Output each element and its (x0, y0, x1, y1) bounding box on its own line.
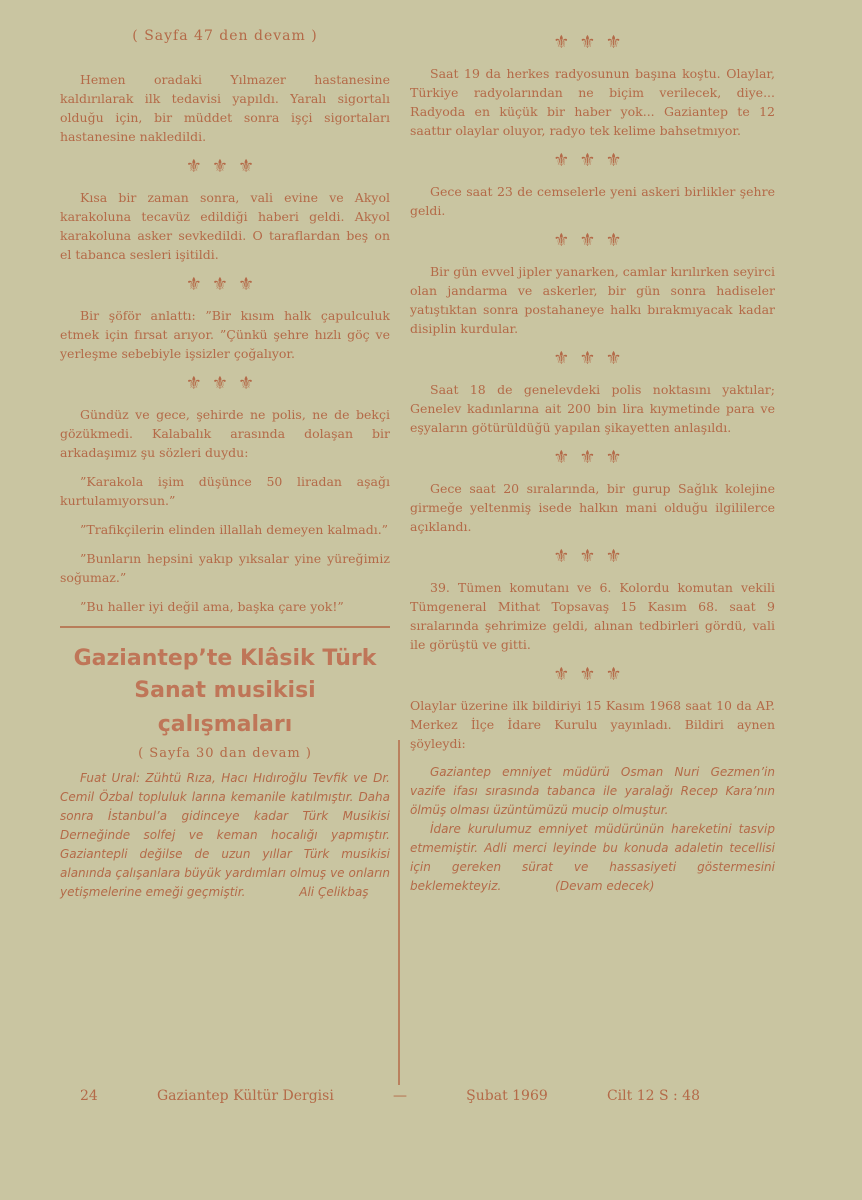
page-number: 24 (80, 1088, 98, 1104)
paragraph: Kısa bir zaman sonra, vali evine ve Akyol karakoluna tecavüz edildiği haberi geldi. Akyol karakoluna asker sevkedildi. O taraflardan beş on el tabanca sesleri işitildi. (60, 190, 390, 262)
bulletin-text (410, 820, 775, 896)
to-be-continued-note: (Devam edecek) (555, 879, 655, 893)
left-column (60, 28, 390, 902)
paragraph: Hemen oradaki Yılmazer hastanesine kaldırılarak ilk tedavisi yapıldı. Yaralı sigortalı olduğu için, bir müddet sonra işçi sigortaları hastanesine nakledildi. (60, 72, 390, 144)
footer-dash: — (392, 1088, 407, 1104)
paragraph: Bir gün evvel jipler yanarken, camlar kırılırken seyirci olan jandarma ve askerler, bir gün sonra hadiseler yatıştıktan sonra postahaneye halkı bırakmıyacak kadar disiplin kurdular. (410, 264, 775, 336)
column-divider (398, 740, 400, 1085)
paragraph: Gece saat 20 sıralarında, bir gurup Sağlık kolejine girmeğe yeltenmiş isede halkın mani olduğu ilgililerce açıklandı. (410, 481, 775, 534)
volume-info: Cilt 12 S : 48 (606, 1088, 700, 1104)
article-title-line-2: Sanat musikisi (134, 678, 316, 703)
paragraph: Gündüz ve gece, şehirde ne polis, ne de bekçi gözükmedi. Kalabalık arasında dolaşan bir arkadaşımız şu sözleri duydu: (60, 407, 390, 460)
continued-from-note: ( Sayfa 47 den devam ) (132, 28, 318, 44)
ornament-divider: ⚜⚜⚜ (185, 274, 265, 295)
ornament-divider: ⚜⚜⚜ (553, 546, 632, 567)
paragraph: Bir şöför anlattı: ”Bir kısım halk çapulculuk etmek için fırsat arıyor. ”Çünkü şehre hızlı göç ve yerleşme sebebiyle işsizler çoğalıyor. (60, 308, 390, 361)
journal-name: Gaziantep Kültür Dergisi (157, 1088, 334, 1104)
paragraph: Olaylar üzerine ilk bildiriyi 15 Kasım 1968 saat 10 da AP. Merkez İlçe İdare Kurulu yayınladı. Bildiri aynen şöyleydi: (410, 698, 775, 751)
quote: ”Karakola işim düşünce 50 liradan aşağı kurtulamıyorsun.” (60, 474, 390, 508)
quote: ”Bu haller iyi değil ama, başka çare yok!” (80, 599, 344, 614)
page-footer (80, 1088, 700, 1104)
article-title-line-3: çalışmaları (157, 712, 293, 737)
paragraph: Saat 19 da herkes radyosunun başına koştu. Olaylar, Türkiye radyolarından ne biçim verilecek, diye... Radyoda en küçük bir haber yok... Gaziantep te 12 saattır olaylar oluyor, radyo tek kelime bahsetmıyor. (410, 66, 775, 138)
ornament-divider: ⚜⚜⚜ (553, 230, 632, 251)
bulletin-body: İdare kurulumuz emniyet müdürünün hareketini tasvip etmemiştir. Adli merci leyinde bu konuda adaletin tecellisi için gereken sürat ve hassasiyeti göstermesini beklemekteyiz. (410, 822, 775, 893)
paragraph: 39. Tümen komutanı ve 6. Kolordu komutan vekili Tümgeneral Mithat Topsavaş 15 Kasım 68. saat 9 sıralarında şehrimize geldi, alınan tedbirleri gördü, vali ile görüştü ve gitti. (410, 580, 775, 652)
paragraph: Saat 18 de genelevdeki polis noktasını yaktılar; Genelev kadınlarına ait 200 bin lira kıymetinde para ve eşyaların götürüldüğü yapılan şikayetten anlaşıldı. (410, 382, 775, 435)
bulletin-text: Gaziantep emniyet müdürü Osman Nuri Gezmen’in vazife ifası sırasında tabanca ile yaralağı Recep Kara’nın ölmüş olması üzüntümüzü mucip olmuştur. (410, 765, 775, 817)
ornament-divider: ⚜⚜⚜ (553, 664, 632, 685)
article-signature: Ali Çelikbaş (299, 885, 369, 899)
article-title-line-1: Gaziantep’te Klâsik Türk (73, 646, 377, 671)
quote: ”Trafikçilerin elinden illallah demeyen kalmadı.” (80, 522, 389, 537)
ornament-divider: ⚜⚜⚜ (553, 150, 632, 171)
article-body: Fuat Ural: Zühtü Rıza, Hacı Hıdıroğlu Tevfik ve Dr. Cemil Özbal topluluk larına kemanile katılmıştır. Daha sonra İstanbul’a gidinceye kadar Türk Musikisi Derneğinde solfej ve keman hocalığı yapmıştır. Gaziantepli değilse de uzun yıllar Türk musikisi alanında çalışanlara büyük yardımları olmuş ve onların yetişmelerine emeği geçmiştir. (60, 771, 390, 899)
ornament-divider: ⚜⚜⚜ (553, 348, 632, 369)
article-continued-from: ( Sayfa 30 dan devam ) (138, 746, 312, 761)
issue-date: Şubat 1969 (466, 1088, 548, 1104)
paragraph: Gece saat 23 de cemselerle yeni askeri birlikler şehre geldi. (410, 184, 775, 218)
ornament-divider: ⚜⚜⚜ (553, 447, 632, 468)
ornament-divider: ⚜⚜⚜ (553, 32, 632, 53)
ornament-divider: ⚜⚜⚜ (185, 156, 265, 177)
article-text (60, 769, 390, 902)
right-column (410, 28, 775, 896)
ornament-divider: ⚜⚜⚜ (185, 373, 265, 394)
section-divider (60, 626, 390, 628)
quote: ”Bunların hepsini yakıp yıksalar yine yüreğimiz soğumaz.” (60, 551, 390, 585)
